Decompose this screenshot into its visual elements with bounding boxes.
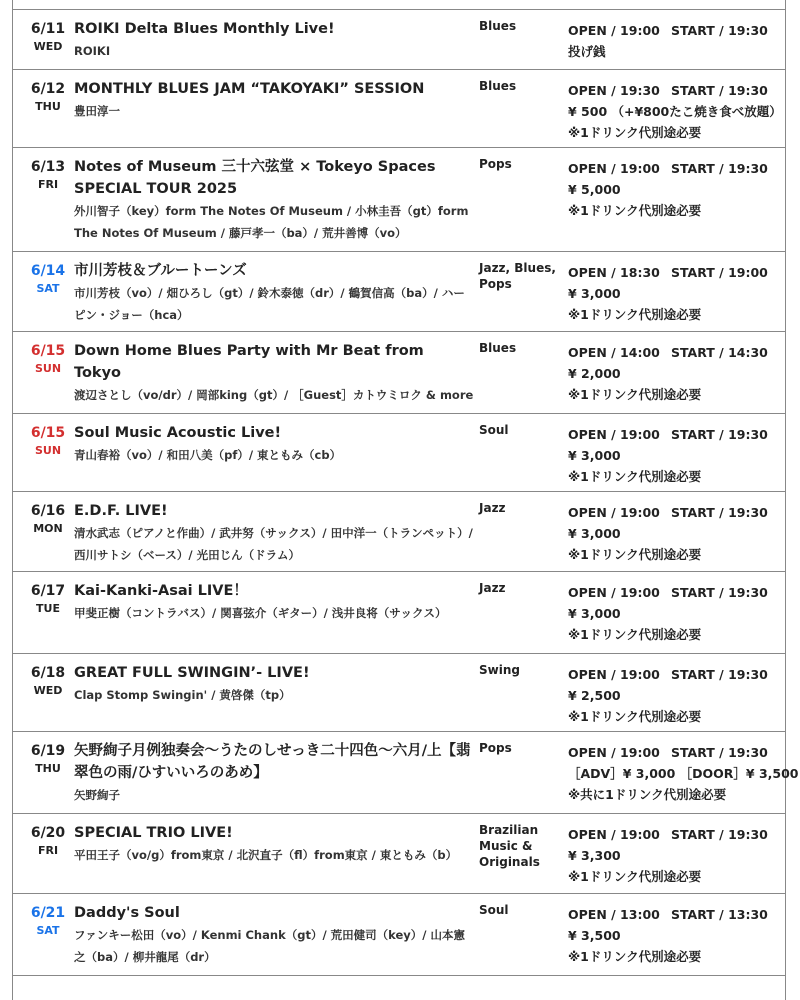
event-artists: 豊田淳一 <box>74 104 120 118</box>
price: ¥ 3,000 <box>568 606 621 621</box>
start-time: START / 19:30 <box>671 827 768 842</box>
event-day: SAT <box>36 282 60 295</box>
event-title[interactable]: 矢野絢子月例独奏会〜うたのしせっき二十四色〜六月/上【翡翠色の雨/ひすいいろのあめ】 <box>74 743 471 781</box>
event-artists: ROIKI <box>74 44 111 58</box>
event-day: WED <box>33 40 63 53</box>
start-time: START / 19:00 <box>671 265 768 280</box>
event-artists: 清水武志（ピアノと作曲）/ 武井努（サックス）/ 田中洋一（トランペット）/ 西川サトシ（ベース）/ 光田じん（ドラム） <box>74 526 473 562</box>
event-row[interactable] <box>12 70 786 148</box>
open-time: OPEN / 14:00 <box>568 345 660 360</box>
open-time: OPEN / 19:00 <box>568 505 660 520</box>
start-time: START / 13:30 <box>671 907 768 922</box>
event-genre: Pops <box>479 741 512 755</box>
event-day: FRI <box>37 844 59 857</box>
event-genre: Soul <box>479 423 509 437</box>
event-row[interactable] <box>12 654 786 732</box>
event-date: 6/15 <box>30 425 66 441</box>
start-time: START / 14:30 <box>671 345 768 360</box>
event-day: THU <box>35 762 61 775</box>
open-time: OPEN / 18:30 <box>568 265 660 280</box>
drink-note: ※1ドリンク代別途必要 <box>568 387 702 402</box>
event-row[interactable] <box>12 814 786 894</box>
open-time: OPEN / 19:00 <box>568 23 660 38</box>
price-note: 投げ銭 <box>568 44 606 59</box>
event-title[interactable]: MONTHLY BLUES JAM “TAKOYAKI” SESSION <box>74 81 425 97</box>
event-row[interactable] <box>12 894 786 976</box>
event-row[interactable] <box>12 332 786 414</box>
start-time: START / 19:30 <box>671 427 768 442</box>
drink-note: ※共に1ドリンク代別途必要 <box>568 787 727 802</box>
event-row[interactable] <box>12 10 786 70</box>
drink-note: ※1ドリンク代別途必要 <box>568 469 702 484</box>
start-time: START / 19:30 <box>671 585 768 600</box>
open-time: OPEN / 19:30 <box>568 83 660 98</box>
event-date: 6/21 <box>30 905 66 921</box>
event-genre: Jazz, Blues, Pops <box>479 261 556 291</box>
event-date: 6/17 <box>30 583 66 599</box>
event-genre: Jazz <box>479 581 506 595</box>
event-day: SAT <box>36 924 60 937</box>
price: ［ADV］¥ 3,000 ［DOOR］¥ 3,500 <box>568 766 799 781</box>
event-title[interactable]: E.D.F. LIVE! <box>74 503 168 519</box>
event-genre: Brazilian Music & Originals <box>479 823 540 869</box>
event-date: 6/20 <box>30 825 66 841</box>
event-artists: 外川智子（key）form The Notes Of Museum / 小林圭吾（gt）form The Notes Of Museum / 藤戸孝一（ba）/ 荒井善博（vo） <box>74 204 469 240</box>
event-title[interactable]: Down Home Blues Party with Mr Beat from Tokyo <box>74 343 424 381</box>
drink-note: ※1ドリンク代別途必要 <box>568 307 702 322</box>
open-time: OPEN / 19:00 <box>568 827 660 842</box>
event-artists: 甲斐正樹（コントラバス）/ 関喜弦介（ギター）/ 浅井良将（サックス） <box>74 606 447 620</box>
event-date: 6/13 <box>30 159 66 175</box>
event-genre: Blues <box>479 79 517 93</box>
event-day: TUE <box>36 602 60 615</box>
event-artists: 青山春裕（vo）/ 和田八美（pf）/ 東ともみ（cb） <box>74 448 342 462</box>
drink-note: ※1ドリンク代別途必要 <box>568 203 702 218</box>
event-genre: Soul <box>479 903 509 917</box>
open-time: OPEN / 19:00 <box>568 585 660 600</box>
price: ¥ 2,500 <box>568 688 621 703</box>
event-title[interactable]: Kai-Kanki-Asai LIVE！ <box>74 583 248 599</box>
start-time: START / 19:30 <box>671 667 768 682</box>
event-date: 6/18 <box>30 665 66 681</box>
event-row[interactable] <box>12 572 786 654</box>
start-time: START / 19:30 <box>671 745 768 760</box>
drink-note: ※1ドリンク代別途必要 <box>568 869 702 884</box>
drink-note: ※1ドリンク代別途必要 <box>568 125 702 140</box>
start-time: START / 19:30 <box>671 161 768 176</box>
event-row[interactable] <box>12 492 786 572</box>
event-day: SUN <box>34 362 62 375</box>
event-row[interactable] <box>12 252 786 332</box>
start-time: START / 19:30 <box>671 505 768 520</box>
open-time: OPEN / 19:00 <box>568 745 660 760</box>
event-title[interactable]: SPECIAL TRIO LIVE! <box>74 825 233 841</box>
event-row[interactable] <box>12 732 799 814</box>
event-genre: Jazz <box>479 501 506 515</box>
event-day: FRI <box>37 178 59 191</box>
price: ¥ 3,000 <box>568 286 621 301</box>
event-date: 6/15 <box>30 343 66 359</box>
event-genre: Swing <box>479 663 520 677</box>
event-date: 6/11 <box>30 21 66 37</box>
event-genre: Blues <box>479 19 517 33</box>
price: ¥ 5,000 <box>568 182 621 197</box>
event-row[interactable] <box>12 414 786 492</box>
drink-note: ※1ドリンク代別途必要 <box>568 627 702 642</box>
event-title[interactable]: 市川芳枝＆ブルートーンズ <box>74 263 247 279</box>
event-day: MON <box>33 522 63 535</box>
event-genre: Blues <box>479 341 517 355</box>
event-title[interactable]: Notes of Museum 三十六弦堂 × Tokeyo Spaces SPECIAL TOUR 2025 <box>74 159 436 197</box>
price: ¥ 3,300 <box>568 848 621 863</box>
start-time: START / 19:30 <box>671 23 768 38</box>
open-time: OPEN / 19:00 <box>568 667 660 682</box>
event-genre: Pops <box>479 157 512 171</box>
event-day: SUN <box>34 444 62 457</box>
price: ¥ 3,000 <box>568 526 621 541</box>
start-time: START / 19:30 <box>671 83 768 98</box>
event-title[interactable]: Soul Music Acoustic Live! <box>74 425 282 441</box>
event-date: 6/14 <box>30 263 66 279</box>
price: ¥ 2,000 <box>568 366 621 381</box>
event-artists: Clap Stomp Swingin' / 黄啓傑（tp） <box>74 688 291 702</box>
drink-note: ※1ドリンク代別途必要 <box>568 949 702 964</box>
price: ¥ 3,000 <box>568 448 621 463</box>
event-artists: 平田王子（vo/g）from東京 / 北沢直子（fl）from東京 / 東ともみ（b） <box>74 848 458 862</box>
event-date: 6/19 <box>30 743 66 759</box>
open-time: OPEN / 19:00 <box>568 427 660 442</box>
event-artists: 市川芳枝（vo）/ 畑ひろし（gt）/ 鈴木泰徳（dr）/ 鶴賀信高（ba）/ ハーピン・ジョー（hca） <box>74 286 465 322</box>
event-title[interactable]: ROIKI Delta Blues Monthly Live! <box>74 21 335 37</box>
event-artists: ファンキー松田（vo）/ Kenmi Chank（gt）/ 荒田健司（key）/ 山本憲之（ba）/ 柳井龍尾（dr） <box>74 928 465 964</box>
event-date: 6/12 <box>30 81 66 97</box>
open-time: OPEN / 13:00 <box>568 907 660 922</box>
drink-note: ※1ドリンク代別途必要 <box>568 709 702 724</box>
open-time: OPEN / 19:00 <box>568 161 660 176</box>
event-day: THU <box>35 100 61 113</box>
event-artists: 矢野絢子 <box>74 788 120 802</box>
event-date: 6/16 <box>30 503 66 519</box>
event-title[interactable]: Daddy's Soul <box>74 905 180 921</box>
price: ¥ 3,500 <box>568 928 621 943</box>
event-row[interactable] <box>12 148 786 252</box>
price: ¥ 500 （+¥800たこ焼き食べ放題） <box>568 104 782 119</box>
event-artists: 渡辺さとし（vo/dr）/ 岡部king（gt）/ ［Guest］カトウミロク & more <box>74 388 474 402</box>
event-title[interactable]: GREAT FULL SWINGIN’- LIVE! <box>74 665 310 681</box>
drink-note: ※1ドリンク代別途必要 <box>568 547 702 562</box>
event-day: WED <box>33 684 63 697</box>
